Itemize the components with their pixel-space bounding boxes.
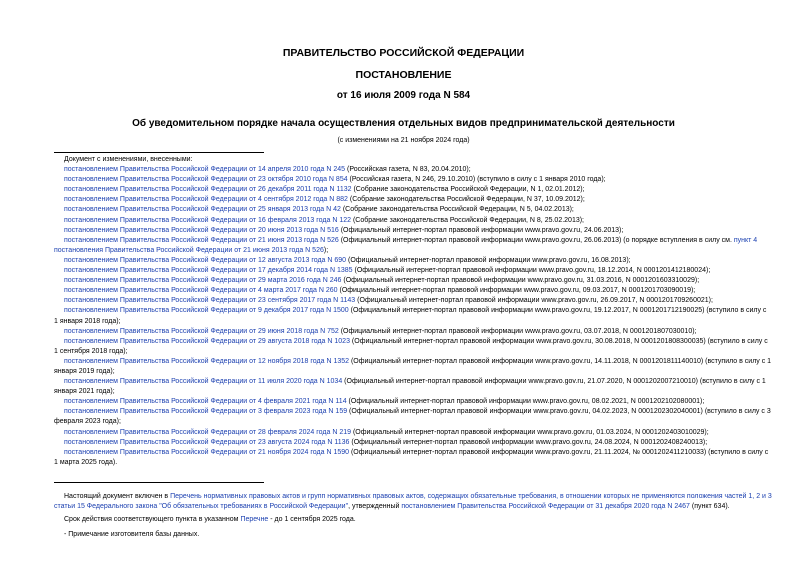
amendment-item xyxy=(54,165,772,175)
amendment-link[interactable]: постановлением Правительства Российской Федерации от 26 декабря 2011 года N 1132 xyxy=(64,186,352,194)
amendment-source: (Официальный интернет-портал правовой информации www.pravo.gov.ru, 16.08.2013); xyxy=(346,256,631,264)
amendment-link[interactable]: постановлением Правительства Российской Федерации от 23 августа 2024 года N 1136 xyxy=(64,438,350,446)
amendment-link[interactable]: постановлением Правительства Российской Федерации от 29 марта 2016 года N 246 xyxy=(64,277,342,285)
amendment-link[interactable]: постановлением Правительства Российской Федерации от 23 сентября 2017 года N 1143 xyxy=(64,297,356,305)
amendment-item xyxy=(54,407,772,427)
divider-top xyxy=(54,152,264,153)
amendment-item xyxy=(54,195,772,205)
footer-text: (пункт 634). xyxy=(689,503,730,511)
amendment-item xyxy=(54,256,772,266)
amendment-source: (Собрание законодательства Российской Федерации, N 8, 25.02.2013); xyxy=(351,216,585,224)
amendment-link[interactable]: постановлением Правительства Российской Федерации от 14 апреля 2010 года N 245 xyxy=(64,166,346,174)
amendment-link[interactable]: постановлением Правительства Российской Федерации от 4 марта 2017 года N 260 xyxy=(64,287,338,295)
perechen-link[interactable]: Перечень нормативных правовых актов и групп нормативных правовых актов, содержащих обязательные требования, в отношении которых не применяются положения частей 1, 2 и 3 статьи 15 Федерального закона "Об обязательных требованиях в Российской Федерации" xyxy=(54,493,772,511)
amendment-link[interactable]: постановлением Правительства Российской Федерации от 17 декабря 2014 года N 1385 xyxy=(64,267,353,275)
amendment-source: (Официальный интернет-портал правовой информации www.pravo.gov.ru, 19.12.2017, N 0001201712190025) (вступило в силу с 1 января 2018 года); xyxy=(54,307,767,325)
amendment-link[interactable]: постановлением Правительства Российской Федерации от 4 февраля 2021 года N 114 xyxy=(64,398,347,406)
amendment-source: (Официальный интернет-портал правовой информации www.pravo.gov.ru, 21.07.2020, N 0001202007210010) (вступило в силу с 1 января 2021 года); xyxy=(54,378,766,396)
divider-bottom xyxy=(54,482,264,483)
amendment-link[interactable]: постановлением Правительства Российской Федерации от 3 февраля 2023 года N 159 xyxy=(64,408,348,416)
footer-paragraph-list-inclusion xyxy=(54,492,772,512)
amendment-item xyxy=(54,327,772,337)
document-date: от 16 июля 2009 года N 584 xyxy=(336,90,471,101)
amendment-source: (Официальный интернет-портал правовой информации www.pravo.gov.ru, 14.11.2018, N 0001201811140010) (вступило в силу с 1 января 2019 года); xyxy=(54,357,772,375)
amendment-source: (Собрание законодательства Российской Федерации, N 5, 04.02.2013); xyxy=(340,206,574,214)
amendment-link[interactable]: постановлением Правительства Российской Федерации от 4 сентября 2012 года N 882 xyxy=(64,196,348,204)
database-note: - Примечание изготовителя базы данных. xyxy=(64,530,200,538)
amendment-link[interactable]: постановлением Правительства Российской Федерации от 28 февраля 2024 года N 219 xyxy=(64,428,351,436)
amendment-source: (Российская газета, N 246, 29.10.2010) (вступило в силу с 1 января 2010 года); xyxy=(347,176,606,184)
amendment-item xyxy=(54,276,772,286)
amendment-link[interactable]: постановлением Правительства Российской Федерации от 29 июня 2018 года N 752 xyxy=(64,327,339,335)
footer-notes xyxy=(54,492,772,540)
amendment-source: (Официальный интернет-портал правовой информации www.pravo.gov.ru, 01.03.2024, N 0001202403010029); xyxy=(351,428,709,436)
amendment-source: (Официальный интернет-портал правовой информации www.pravo.gov.ru, 31.03.2016, N 0001201603310029); xyxy=(341,277,700,285)
amendment-source: (Официальный интернет-портал правовой информации www.pravo.gov.ru, 24.08.2024, N 0001202408240013); xyxy=(349,438,708,446)
amendment-source: (Официальный интернет-портал правовой информации www.pravo.gov.ru, 26.09.2017, N 0001201709260021); xyxy=(355,297,713,305)
amendments-intro: Документ с изменениями, внесенными: xyxy=(64,156,193,163)
amendment-link[interactable]: постановлением Правительства Российской Федерации от 21 июня 2013 года N 526 xyxy=(64,236,339,244)
amendment-item xyxy=(54,448,772,468)
amendment-link[interactable]: постановлением Правительства Российской Федерации от 9 декабря 2017 года N 1500 xyxy=(64,307,349,315)
amendment-item xyxy=(54,266,772,276)
amendment-source: (Официальный интернет-портал правовой информации www.pravo.gov.ru, 30.08.2018, N 0001201808300035) (вступило в силу с 1 сентября 2018 года); xyxy=(54,337,768,355)
amendment-item xyxy=(54,236,772,256)
issuer-heading: ПРАВИТЕЛЬСТВО РОССИЙСКОЙ ФЕДЕРАЦИИ xyxy=(282,47,525,59)
amendment-item xyxy=(54,438,772,448)
footer-text: , утвержденный xyxy=(348,503,402,511)
amendment-link[interactable]: постановлением Правительства Российской Федерации от 20 июня 2013 года N 516 xyxy=(64,226,339,234)
amendment-item xyxy=(54,296,772,306)
amendment-source: (Официальный интернет-портал правовой информации www.pravo.gov.ru, 26.06.2013) (о порядке вступления в силу см. xyxy=(338,236,734,244)
amendment-source: (Официальный интернет-портал правовой информации www.pravo.gov.ru, 04.02.2023, N 0001202302040001) (вступило в силу с 3 февраля 2023 года); xyxy=(54,408,771,426)
amendment-source: (Официальный интернет-портал правовой информации www.pravo.gov.ru, 09.03.2017, N 0001201703090019); xyxy=(337,287,696,295)
amendment-link[interactable]: постановлением Правительства Российской Федерации от 11 июля 2020 года N 1034 xyxy=(64,378,343,386)
revision-note: (с изменениями на 21 ноября 2024 года) xyxy=(337,137,470,144)
footer-text: - до 1 сентября 2025 года. xyxy=(268,516,356,524)
amendment-source: (Официальный интернет-портал правовой информации www.pravo.gov.ru, 24.06.2013); xyxy=(338,226,624,234)
amendment-source: (Собрание законодательства Российской Федерации, N 37, 10.09.2012); xyxy=(347,196,585,204)
document-title: Об уведомительном порядке начала осуществления отдельных видов предпринимательской деятельности xyxy=(132,118,675,129)
amendment-source: (Официальный интернет-портал правовой информации www.pravo.gov.ru, 21.11.2024, № 0001202411210033) (вступило в силу с 1 марта 2025 года). xyxy=(54,448,769,466)
amendment-link[interactable]: постановлением Правительства Российской Федерации от 29 августа 2018 года N 1023 xyxy=(64,337,350,345)
document-type-heading: ПОСТАНОВЛЕНИЕ xyxy=(355,69,452,81)
footer-text: Настоящий документ включен в xyxy=(64,493,171,500)
amendment-item xyxy=(54,377,772,397)
amendment-source: (Российская газета, N 83, 20.04.2010); xyxy=(345,166,471,174)
amendment-link[interactable]: постановлением Правительства Российской Федерации от 25 января 2013 года N 42 xyxy=(64,206,341,214)
amendment-item xyxy=(54,428,772,438)
perechen-short-link[interactable]: Перечне xyxy=(240,516,269,524)
amendment-clause-link[interactable]: пункт 4 постановления Правительства Российской Федерации от 21 июня 2013 года N 526 xyxy=(54,236,758,254)
amendment-item xyxy=(54,306,772,326)
amendment-source: (Собрание законодательства Российской Федерации, N 1, 02.01.2012); xyxy=(351,186,585,194)
amendment-link[interactable]: постановлением Правительства Российской Федерации от 23 октября 2010 года N 854 xyxy=(64,176,348,184)
amendment-item xyxy=(54,175,772,185)
amendment-source: (Официальный интернет-портал правовой информации www.pravo.gov.ru, 18.12.2014, N 0001201412180024); xyxy=(352,267,711,275)
amendment-source-tail: ); xyxy=(323,246,329,254)
amendment-item xyxy=(54,286,772,296)
amendment-item xyxy=(54,185,772,195)
amendment-item xyxy=(54,216,772,226)
amendment-item xyxy=(54,205,772,215)
footer-text: Срок действия соответствующего пункта в указанном xyxy=(64,516,241,524)
amendment-link[interactable]: постановлением Правительства Российской Федерации от 16 февраля 2013 года N 122 xyxy=(64,216,351,224)
amendment-item xyxy=(54,397,772,407)
amendment-source: (Официальный интернет-портал правовой информации www.pravo.gov.ru, 03.07.2018, N 0001201807030010); xyxy=(338,327,697,335)
amendment-item xyxy=(54,226,772,236)
amendment-link[interactable]: постановлением Правительства Российской Федерации от 12 ноября 2018 года N 1352 xyxy=(64,357,350,365)
amendment-item xyxy=(54,337,772,357)
footer-paragraph-validity xyxy=(54,515,772,525)
amendments-list xyxy=(54,155,772,468)
amendment-link[interactable]: постановлением Правительства Российской Федерации от 21 ноября 2024 года N 1590 xyxy=(64,448,350,456)
amendment-source: (Официальный интернет-портал правовой информации www.pravo.gov.ru, 08.02.2021, N 0001202102080001); xyxy=(346,398,705,406)
amendment-link[interactable]: постановлением Правительства Российской Федерации от 12 августа 2013 года N 690 xyxy=(64,256,347,264)
amendment-item xyxy=(54,357,772,377)
resolution-2467-link[interactable]: постановлением Правительства Российской Федерации от 31 декабря 2020 года N 2467 xyxy=(401,503,690,511)
